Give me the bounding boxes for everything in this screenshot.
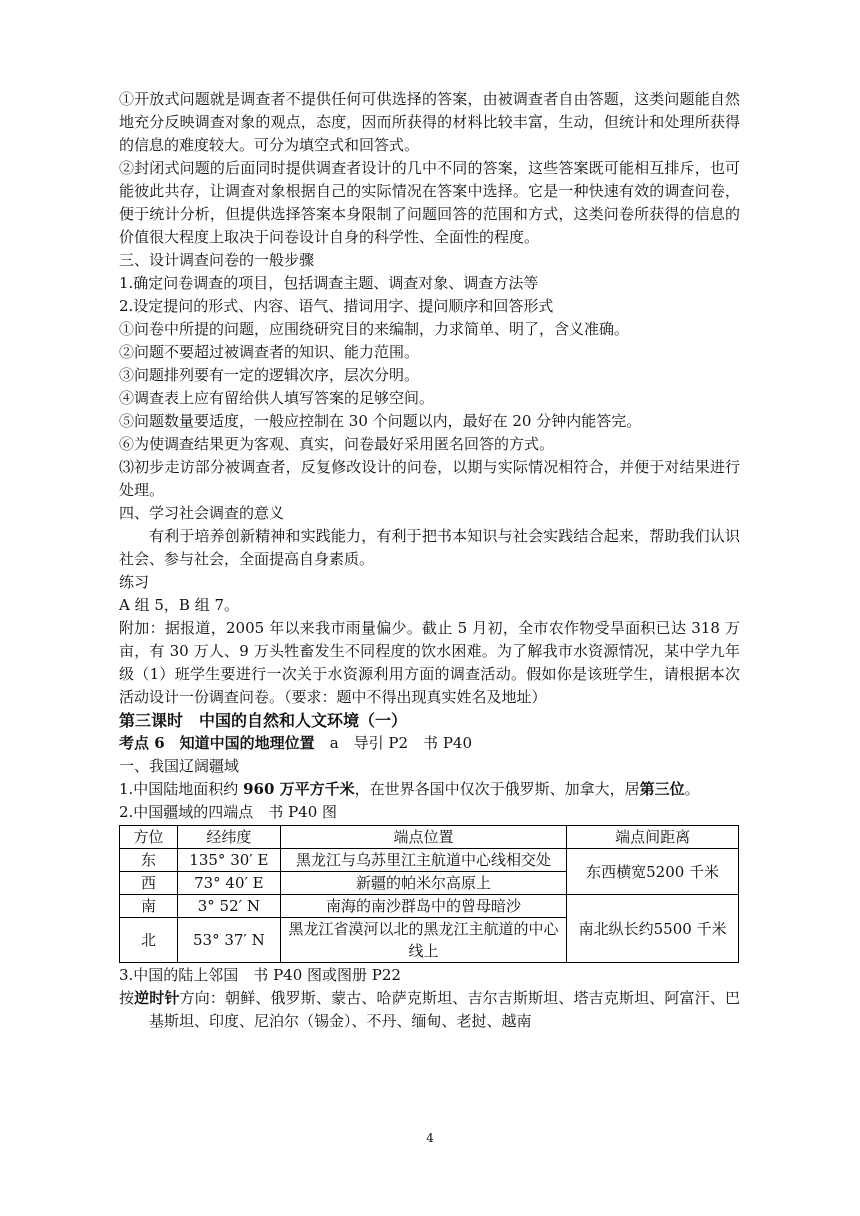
rule-3: ③问题排列要有一定的逻辑次序，层次分明。 (119, 366, 420, 384)
cell-direction: 东 (120, 849, 178, 872)
cell-coordinates: 73° 40′ E (177, 872, 280, 895)
section-heading-significance: 四、学习社会调查的意义 (119, 504, 285, 522)
rule-5: ⑤问题数量要适度，一般应控制在 30 个问题以内，最好在 20 分钟内能答完。 (119, 412, 642, 430)
section-heading-territory: 一、我国辽阔疆域 (119, 757, 240, 775)
section-heading-steps: 三、设计调查问卷的一般步骤 (119, 251, 315, 269)
area-middle: ，在世界各国中仅次于俄罗斯、加拿大，居 (354, 780, 640, 798)
header-direction: 方位 (120, 826, 178, 849)
cell-direction: 北 (120, 918, 178, 963)
cell-distance-north-south: 南北纵长约5500 千米 (567, 895, 739, 963)
neighbors-direction: 逆时针 (134, 989, 180, 1007)
extremes-title: 2.中国疆域的四端点 书 P40 图 (119, 803, 338, 821)
area-paragraph (119, 778, 740, 801)
cell-location: 南海的南沙群岛中的曾母暗沙 (280, 895, 566, 918)
neighbors-countries: 方向：朝鲜、俄罗斯、蒙古、哈萨克斯坦、吉尔吉斯斯坦、塔吉克斯坦、阿富汗、巴基斯坦、印度、尼泊尔（锡金）、不丹、缅甸、老挝、越南 (149, 989, 740, 1030)
document-page (119, 88, 740, 1033)
header-coordinates: 经纬度 (177, 826, 280, 849)
open-question-paragraph: ①开放式问题就是调查者不提供任何可供选择的答案，由被调查者自由答题，这类问题能自然地充分反映调查对象的观点，态度，因而所获得的材料比较丰富，生动，但统计和处理所获得的信息的难度较大。可分为填空式和回答式。 (119, 90, 740, 154)
closed-question-paragraph: ②封闭式问题的后面同时提供调查者设计的几中不同的答案，这些答案既可能相互排斥，也可能彼此共存，让调查对象根据自己的实际情况在答案中选择。它是一种快速有效的调查问卷，便于统计分析，但提供选择答案本身限制了问题回答的范围和方式，这类问卷所获得的信息的价值很大程度上取决于问卷设计自身的科学性、全面性的程度。 (119, 159, 740, 246)
exercise-heading: 练习 (119, 573, 150, 591)
header-location: 端点位置 (280, 826, 566, 849)
step-2: 2.设定提问的形式、内容、语气、措词用字、提问顺序和回答形式 (119, 297, 554, 315)
cell-coordinates: 135° 30′ E (177, 849, 280, 872)
rule-2: ②问题不要超过被调查者的知识、能力范围。 (119, 343, 420, 361)
cell-direction: 西 (120, 872, 178, 895)
table-row-south (120, 895, 739, 918)
cell-location: 黑龙江省漠河以北的黑龙江主航道的中心线上 (280, 918, 566, 963)
rule-6: ⑥为使调查结果更为客观、真实，问卷最好采用匿名回答的方式。 (119, 435, 555, 453)
cell-distance-east-west: 东西横宽5200 千米 (567, 849, 739, 895)
area-suffix: 。 (684, 780, 700, 798)
kaodian-line (119, 732, 740, 755)
rule-1: ①问卷中所提的问题，应围绕研究目的来编制，力求简单、明了，含义准确。 (119, 320, 630, 338)
kaodian-refs: 导引 P2 书 P40 (353, 734, 473, 752)
cell-coordinates: 3° 52′ N (177, 895, 280, 918)
area-prefix: 1.中国陆地面积约 (119, 780, 244, 798)
area-rank: 第三位 (639, 780, 685, 798)
cell-coordinates: 53° 37′ N (177, 918, 280, 963)
rule-4: ④调查表上应有留给供人填写答案的足够空间。 (119, 389, 435, 407)
table-header-row (120, 826, 739, 849)
extra-exercise: 附加：据报道，2005 年以来我市雨量偏少。截止 5 月初，全市农作物受旱面积已达 318 万亩，有 30 万人、9 万头牲畜发生不同程度的饮水困难。为了解我市水资源情况，某中学九年级（1）班学生要进行一次关于水资源利用方面的调查活动。假如你是该班学生，请根据本次活动设计一份调查问卷。（要求：题中不得出现真实姓名及地址） (119, 619, 740, 706)
table-row-east (120, 849, 739, 872)
cell-location: 新疆的帕米尔高原上 (280, 872, 566, 895)
lesson-title: 第三课时 中国的自然和人文环境（一） (119, 711, 408, 730)
kaodian-label: 考点 6 知道中国的地理位置 (119, 734, 315, 752)
header-distance: 端点间距离 (567, 826, 739, 849)
extreme-points-table (119, 825, 739, 963)
neighbors-title: 3.中国的陆上邻国 书 P40 图或图册 P22 (119, 966, 401, 984)
cell-location: 黑龙江与乌苏里江主航道中心线相交处 (280, 849, 566, 872)
area-value: 960 万平方千米 (243, 780, 355, 798)
neighbors-list (119, 987, 740, 1033)
step-3: ⑶初步走访部分被调查者，反复修改设计的问卷，以期与实际情况相符合，并便于对结果进行处理。 (119, 458, 740, 499)
step-1: 1.确定问卷调查的项目，包括调查主题、调查对象、调查方法等 (119, 274, 539, 292)
neighbors-prefix: 按 (119, 989, 135, 1007)
exercise-groups: A 组 5，B 组 7。 (119, 596, 240, 614)
significance-paragraph: 有利于培养创新精神和实践能力，有利于把书本知识与社会实践结合起来，帮助我们认识社会、参与社会，全面提高自身素质。 (119, 527, 740, 568)
kaodian-level: a (329, 734, 339, 752)
cell-direction: 南 (120, 895, 178, 918)
page-number: 4 (426, 1131, 434, 1145)
